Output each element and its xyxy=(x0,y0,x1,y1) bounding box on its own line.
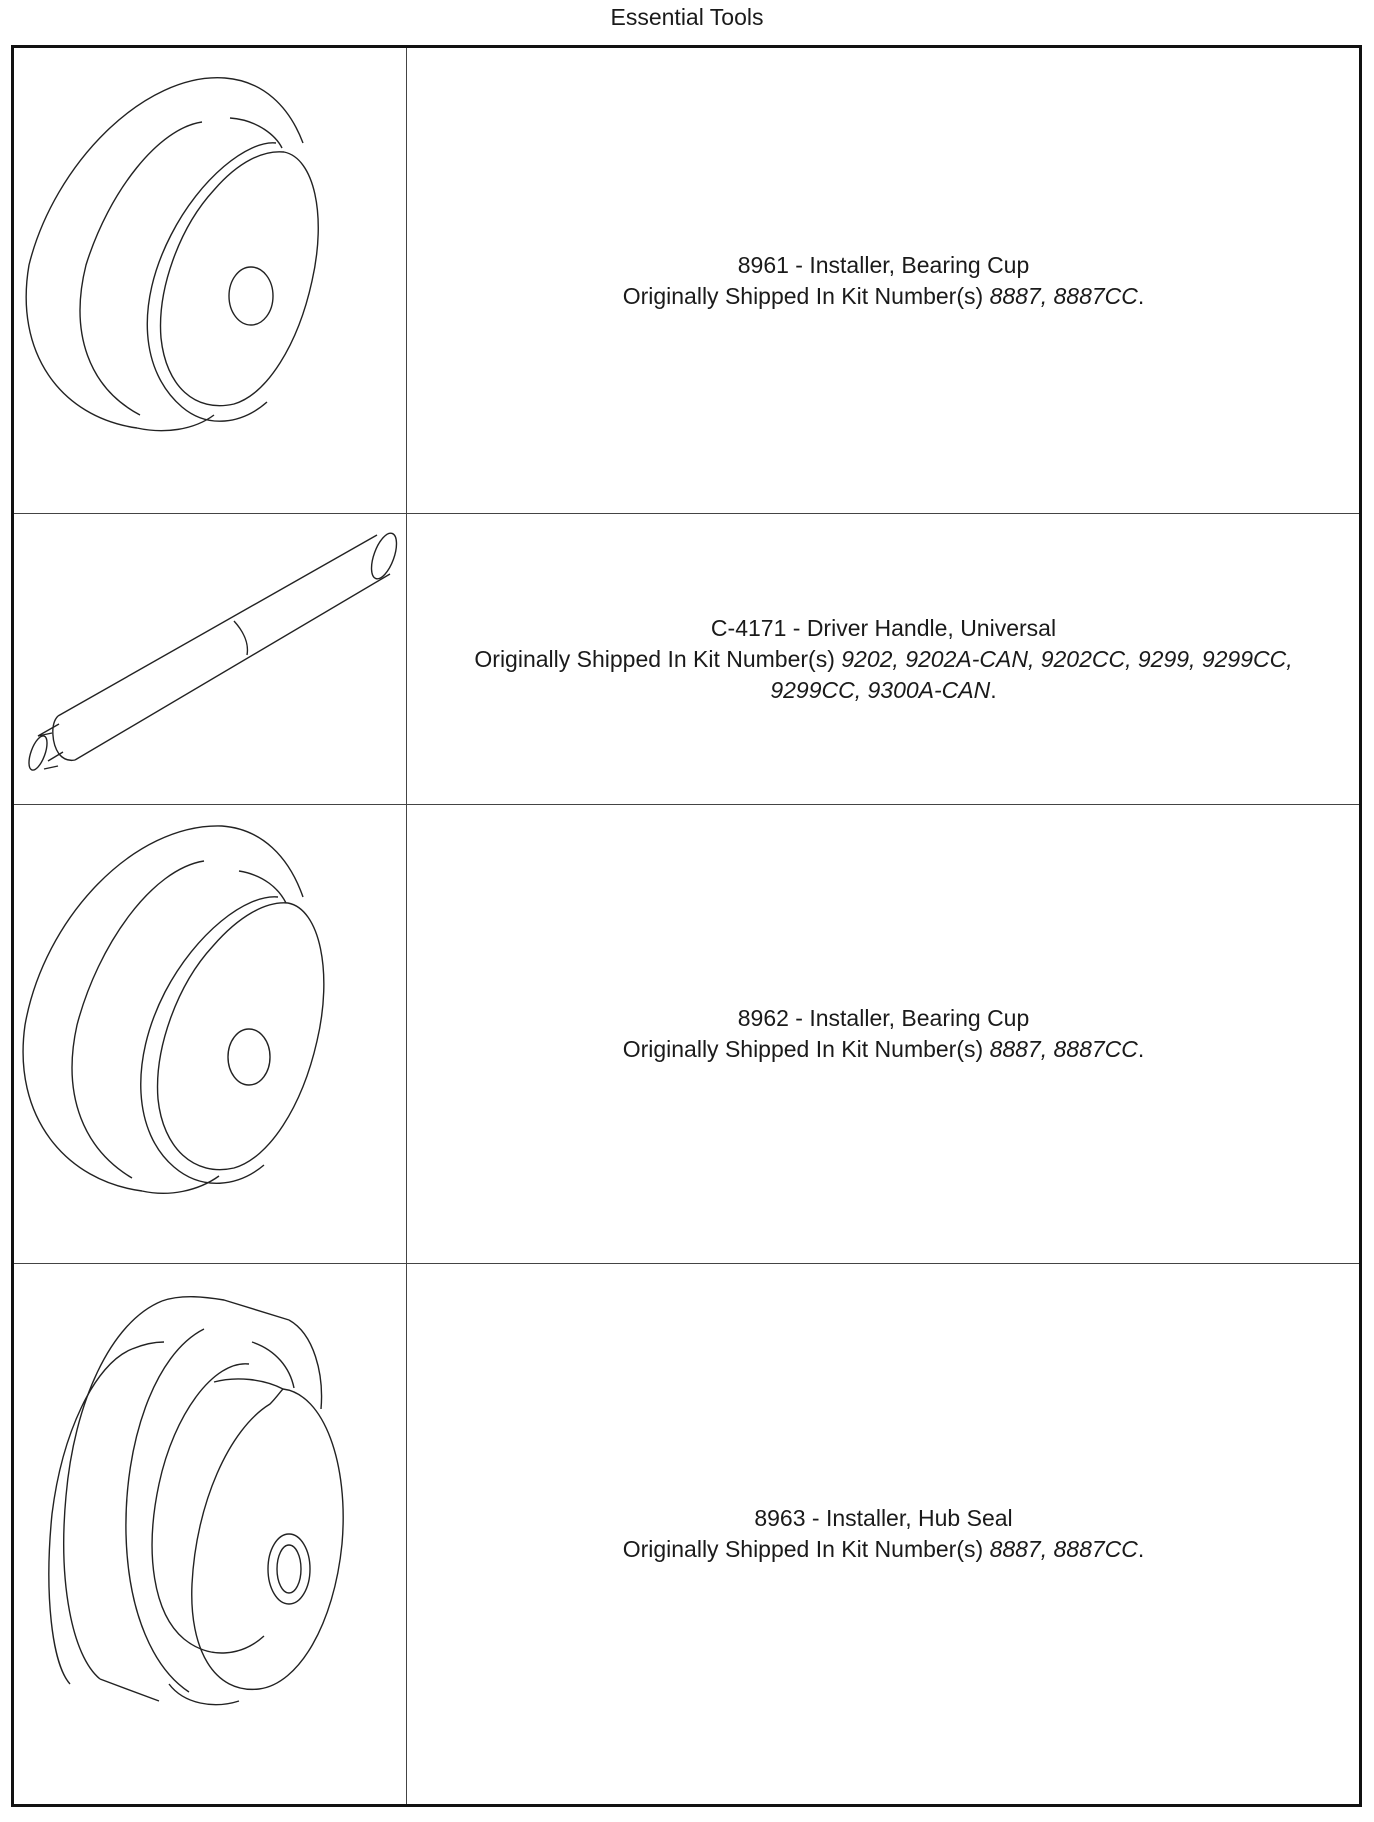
shipped-prefix: Originally Shipped In Kit Number(s) xyxy=(622,1036,984,1062)
tool-name: Driver Handle, Universal xyxy=(806,614,1057,641)
tool-image-cell xyxy=(14,48,407,513)
tool-description: 8963 - Installer, Hub Seal Originally Shipped In Kit Number(s) 8887, 8887CC. xyxy=(622,1505,1145,1562)
kit-numbers: 9202, 9202A-CAN, 9202CC, 9299, 9299CC, 9299CC, 9300A-CAN xyxy=(770,645,1293,703)
tool-row xyxy=(14,514,1359,805)
shipped-prefix: Originally Shipped In Kit Number(s) xyxy=(474,645,835,672)
hub-seal-installer-icon xyxy=(14,1264,407,1804)
tools-table xyxy=(11,45,1362,1807)
tool-description-cell xyxy=(408,805,1359,1263)
tool-description: 8962 - Installer, Bearing Cup Originally Shipped In Kit Number(s) 8887, 8887CC. xyxy=(622,1005,1145,1062)
kit-numbers: 8887, 8887CC xyxy=(989,1036,1138,1062)
driver-handle-icon xyxy=(14,514,407,804)
shipped-prefix: Originally Shipped In Kit Number(s) xyxy=(622,282,984,309)
page-title: Essential Tools xyxy=(610,4,764,30)
tool-name: Installer, Hub Seal xyxy=(825,1505,1013,1531)
tool-image-cell xyxy=(14,805,407,1263)
tool-row xyxy=(14,805,1359,1264)
tool-image-cell xyxy=(14,514,407,804)
tool-description: 8961 - Installer, Bearing Cup Originally Shipped In Kit Number(s) 8887, 8887CC. xyxy=(622,251,1145,309)
tool-description: C-4171 - Driver Handle, Universal Originally Shipped In Kit Number(s) 9202, 9202A-CAN, 9202CC, 9299, 9299CC, 9299CC, 9300A-CAN. xyxy=(474,614,1293,703)
bearing-cup-installer-icon xyxy=(14,48,407,513)
tool-number: 8962 xyxy=(737,1005,789,1031)
tool-description-cell xyxy=(408,48,1359,513)
tool-name: Installer, Bearing Cup xyxy=(809,1005,1030,1031)
tool-image-cell xyxy=(14,1264,407,1804)
tool-row xyxy=(14,1264,1359,1804)
tool-number: 8963 xyxy=(754,1505,806,1531)
tool-description-cell xyxy=(408,1264,1359,1804)
tool-description-cell xyxy=(408,514,1359,804)
shipped-prefix: Originally Shipped In Kit Number(s) xyxy=(622,1536,984,1562)
kit-numbers: 8887, 8887CC xyxy=(989,1536,1138,1562)
tool-row xyxy=(14,48,1359,514)
bearing-cup-installer-icon xyxy=(14,805,407,1263)
kit-numbers: 8887, 8887CC xyxy=(989,282,1138,309)
tool-number: C-4171 xyxy=(710,614,787,641)
tool-number: 8961 xyxy=(737,251,789,278)
tool-name: Installer, Bearing Cup xyxy=(809,251,1030,278)
